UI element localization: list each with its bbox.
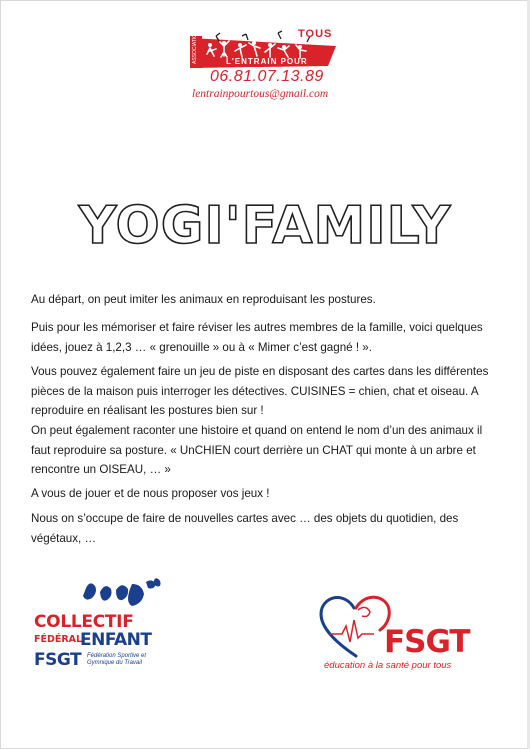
paragraph-1: Au départ, on peut imiter les animaux en reproduisant les postures. bbox=[31, 293, 376, 306]
collectif-line-4: FSGT bbox=[34, 650, 82, 670]
paragraph-5: A vous de jouer et de nous proposer vos jeux ! bbox=[31, 487, 270, 500]
fsgt-tagline: éducation à la santé pour tous bbox=[324, 660, 452, 671]
collectif-line-2: FÉDÉRAL bbox=[34, 634, 83, 645]
email-address: lentrainpourtous@gmail.com bbox=[192, 88, 329, 100]
paragraph-2: Puis pour les mémoriser et faire réviser les autres membres de la famille, voici quelques idées, jouez à 1,2,3 … « grenouille » ou à « Mimer c’est gagné ! ». bbox=[31, 321, 483, 354]
svg-text:L'ENTRAIN POUR: L'ENTRAIN POUR bbox=[226, 57, 308, 66]
page-title: YOGI'FAMILY bbox=[78, 196, 452, 256]
collectif-line-1: COLLECTIF bbox=[34, 612, 134, 632]
fsgt-logo bbox=[316, 590, 496, 680]
fsgt-name: FSGT bbox=[384, 624, 470, 660]
collectif-enfant-logo bbox=[34, 578, 174, 673]
children-figures-icon bbox=[34, 578, 174, 614]
svg-text:ASSOCIATION: ASSOCIATION bbox=[192, 30, 198, 64]
paragraph-6: Nous on s’occupe de faire de nouvelles cartes avec … des objets du quotidien, des végétaux, … bbox=[31, 512, 459, 545]
header-logo bbox=[186, 28, 346, 108]
paragraph-4: On peut également raconter une histoire et quand on entend le nom d’un des animaux il faut reproduire sa posture. « UnCHIEN court derrière un CHAT qui monte à un arbre et rencontre un OISEAU, … » bbox=[31, 424, 483, 476]
paragraph-3: Vous pouvez également faire un jeu de piste en disposant des cartes dans les différentes pièces de la maison puis interroger les détectives. CUISINES = chien, chat et oiseau. A reproduire en réalisant les postures bien sur ! bbox=[31, 365, 489, 417]
collectif-line-3: ENFANT bbox=[80, 630, 152, 650]
phone-number: 06.81.07.13.89 bbox=[210, 68, 324, 85]
logo-tous-text: TOUS bbox=[298, 28, 333, 40]
collectif-subtitle: Fédération Sportive et Gymnique du Travail bbox=[87, 653, 147, 666]
